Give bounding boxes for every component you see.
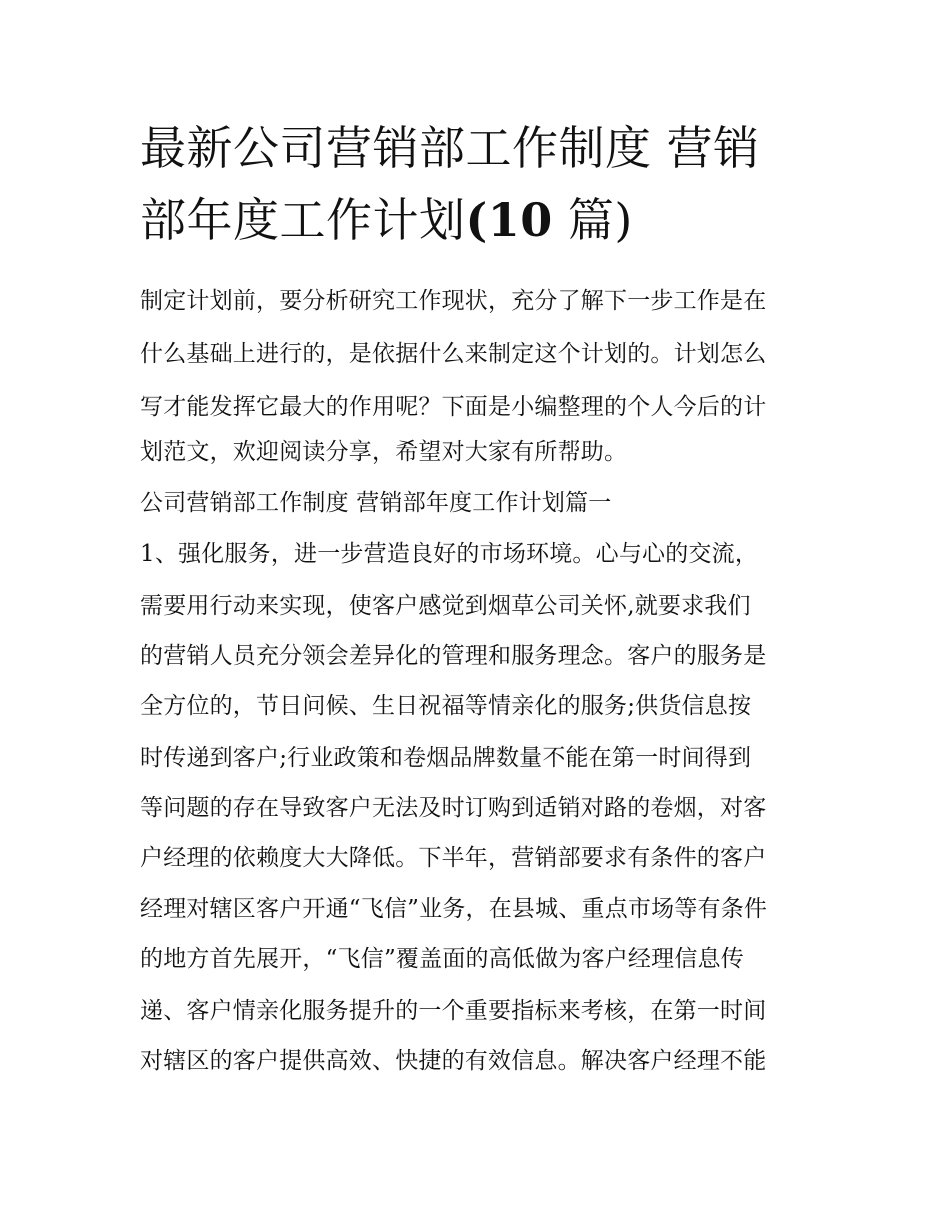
body-line: 划范文，欢迎阅读分享，希望对大家有所帮助。 [140, 439, 628, 465]
body-line: 全方位的，节日问候、生日祝福等情亲化的服务;供货信息按 [140, 693, 752, 719]
title-line-2-suffix: 篇) [552, 193, 633, 247]
body-line: 1、强化服务，进一步营造良好的市场环境。心与心的交流， [140, 541, 759, 567]
body-line: 制定计划前，要分析研究工作现状，充分了解下一步工作是在 [140, 288, 767, 314]
title-line-2-number: (10 [465, 193, 553, 247]
body-line: 的地方首先展开，“飞信”覆盖面的高低做为客户经理信息传 [140, 946, 744, 972]
body-line: 的营销人员充分领会差异化的管理和服务理念。客户的服务是 [140, 643, 767, 669]
title-line-2-prefix: 部年度工作计划 [140, 193, 466, 247]
section-heading: 公司营销部工作制度 营销部年度工作计划篇一 [140, 490, 612, 516]
body-line: 什么基础上进行的，是依据什么来制定这个计划的。计划怎么 [140, 341, 767, 367]
body-line: 需要用行动来实现，使客户感觉到烟草公司关怀,就要求我们 [140, 593, 751, 619]
body-line: 等问题的存在导致客户无法及时订购到适销对路的卷烟，对客 [140, 795, 767, 821]
body-line: 时传递到客户;行业政策和卷烟品牌数量不能在第一时间得到 [140, 745, 752, 771]
title-line-1: 最新公司营销部工作制度 营销 [140, 121, 760, 175]
body-line: 经理对辖区客户开通“飞信”业务，在县城、重点市场等有条件 [140, 896, 768, 922]
body-line: 递、客户情亲化服务提升的一个重要指标来考核，在第一时间 [140, 998, 767, 1024]
body-line: 对辖区的客户提供高效、快捷的有效信息。解决客户经理不能 [140, 1048, 767, 1074]
body-line: 写才能发挥它最大的作用呢？下面是小编整理的个人今后的计 [140, 394, 767, 420]
body-line: 户经理的依赖度大大降低。下半年，营销部要求有条件的客户 [140, 845, 767, 871]
document-title [140, 112, 820, 256]
